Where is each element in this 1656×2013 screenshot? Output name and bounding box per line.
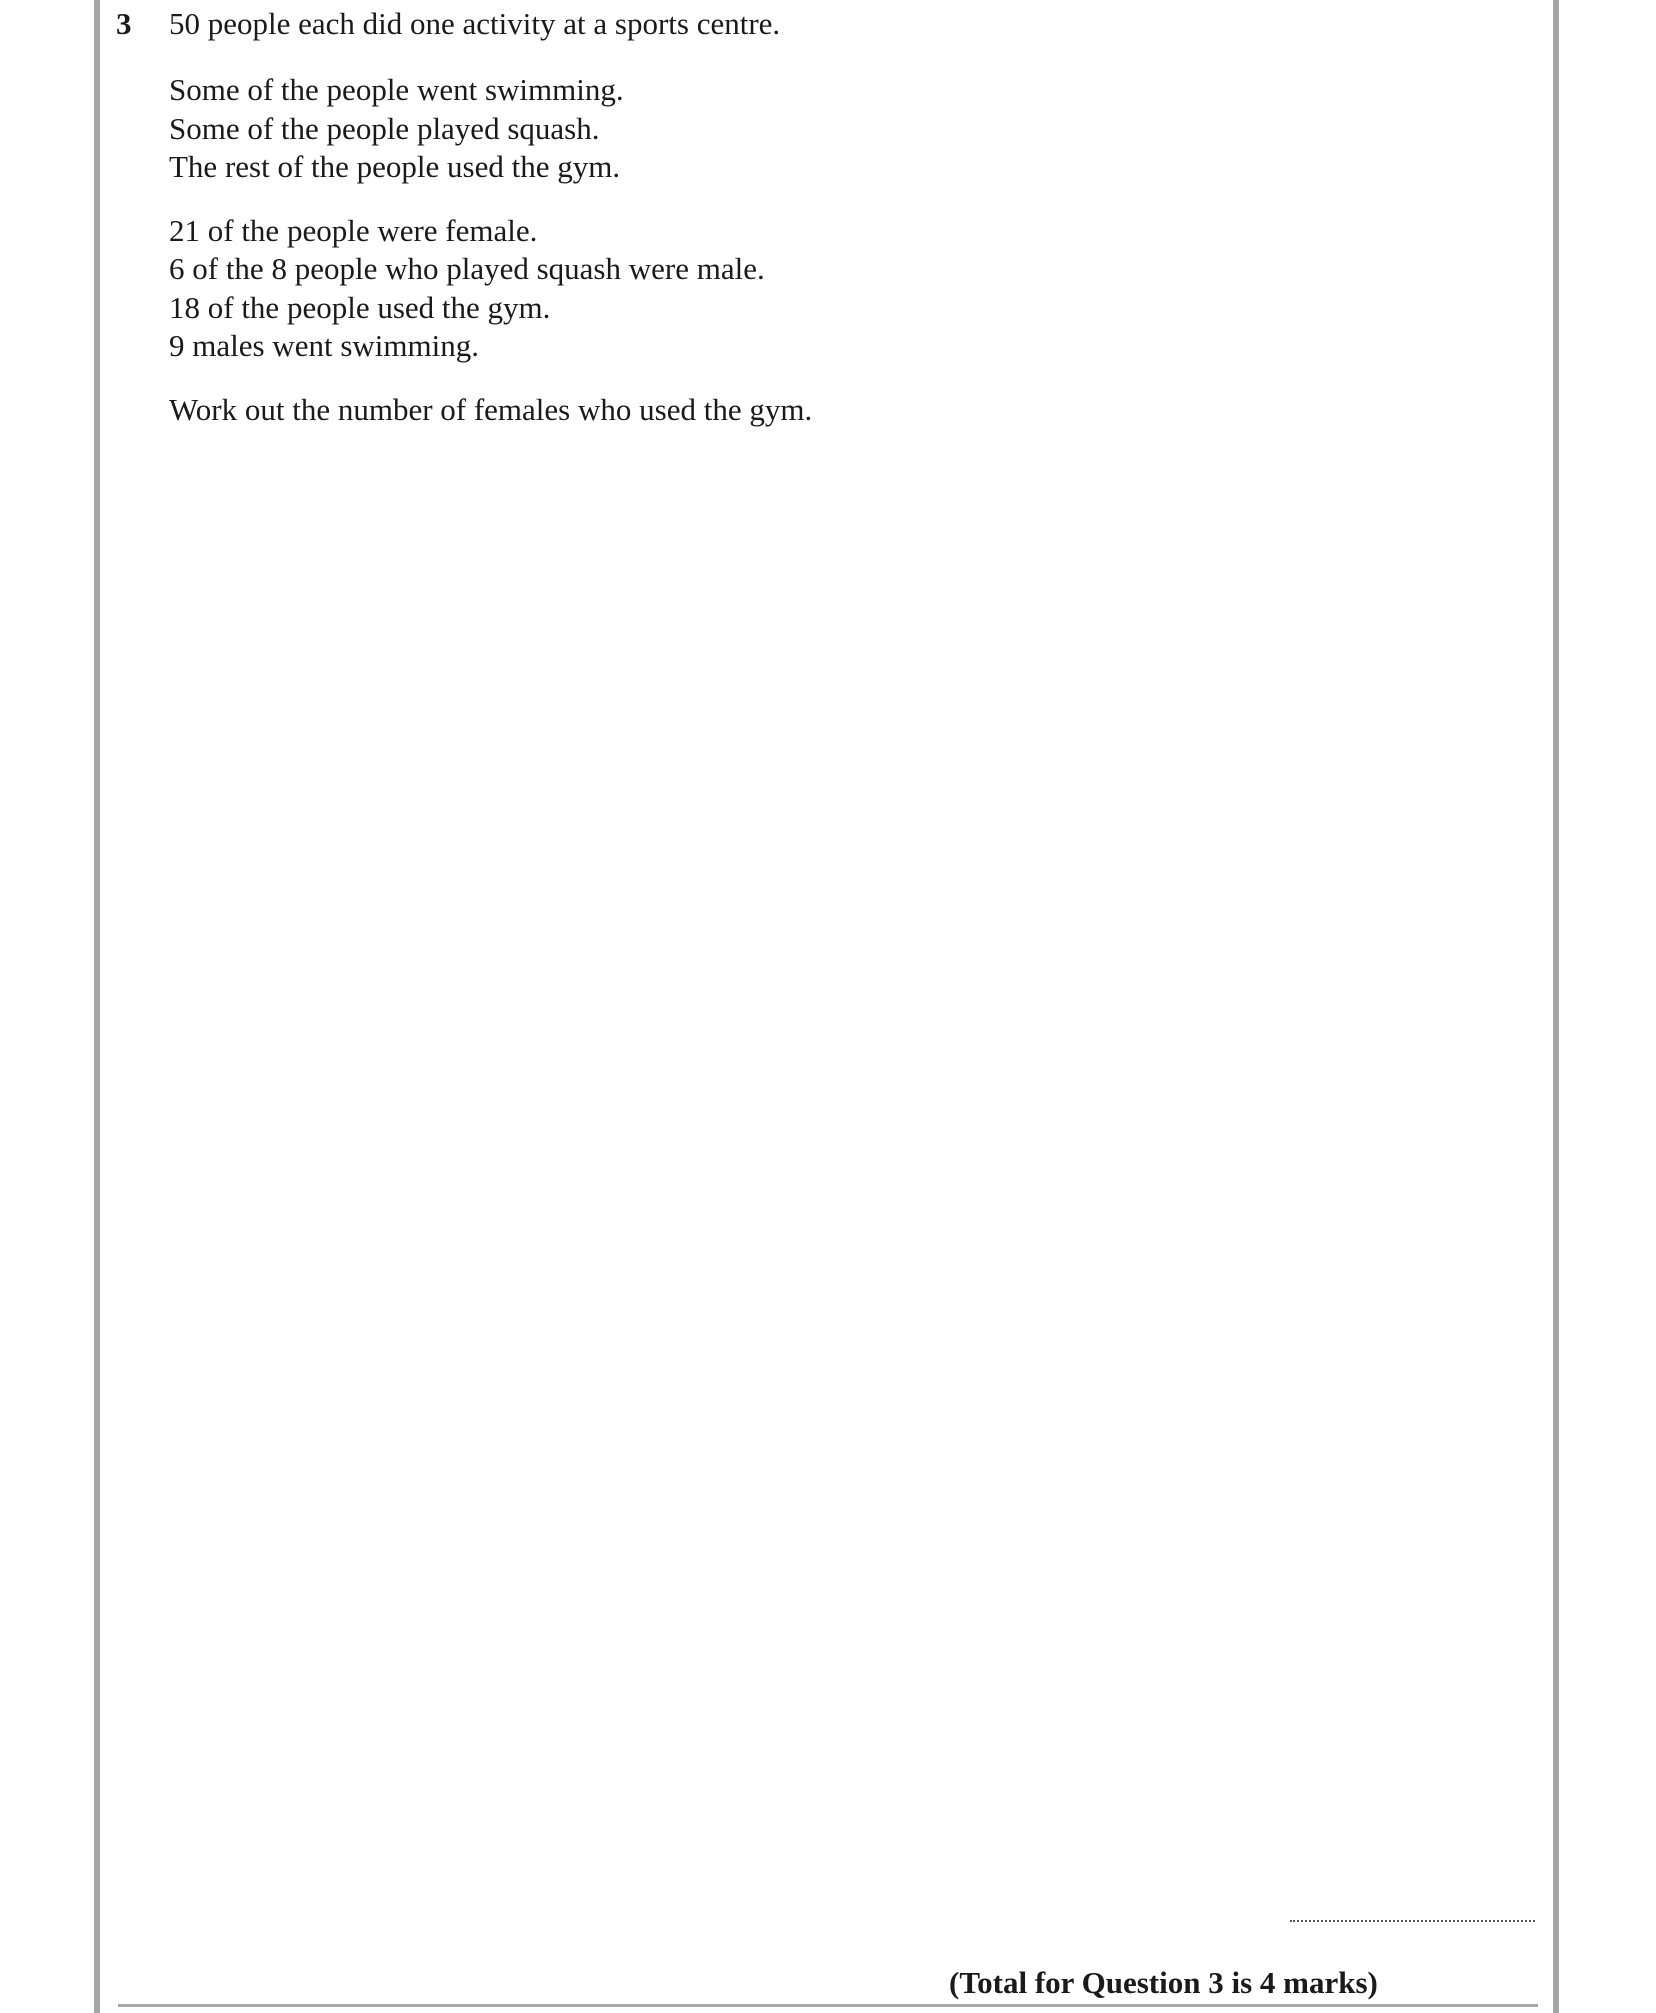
total-marks: (Total for Question 3 is 4 marks) [949,1965,1378,2000]
fact-line: 9 males went swimming. [169,328,479,363]
question-body [169,2,1529,429]
activity-line: Some of the people went swimming. [169,72,624,107]
answer-line[interactable] [1290,1920,1535,1922]
activity-line: Some of the people played squash. [169,110,600,146]
task-line: Work out the number of females who used the gym. [169,391,813,427]
question-intro: 50 people each did one activity at a sports centre. [169,6,781,41]
bottom-rule [118,2004,1538,2007]
page-margin-left [94,0,100,2013]
activities-paragraph [169,71,1529,187]
task-paragraph [169,391,1529,430]
fact-line: 6 of the 8 people who played squash were male. [169,251,765,286]
fact-line: 21 of the people were female. [169,212,538,248]
activity-line: The rest of the people used the gym. [169,149,621,184]
page-margin-right [1553,0,1559,2013]
question-number: 3 [116,6,132,41]
fact-line: 18 of the people used the gym. [169,289,551,325]
facts-paragraph [169,212,1529,366]
